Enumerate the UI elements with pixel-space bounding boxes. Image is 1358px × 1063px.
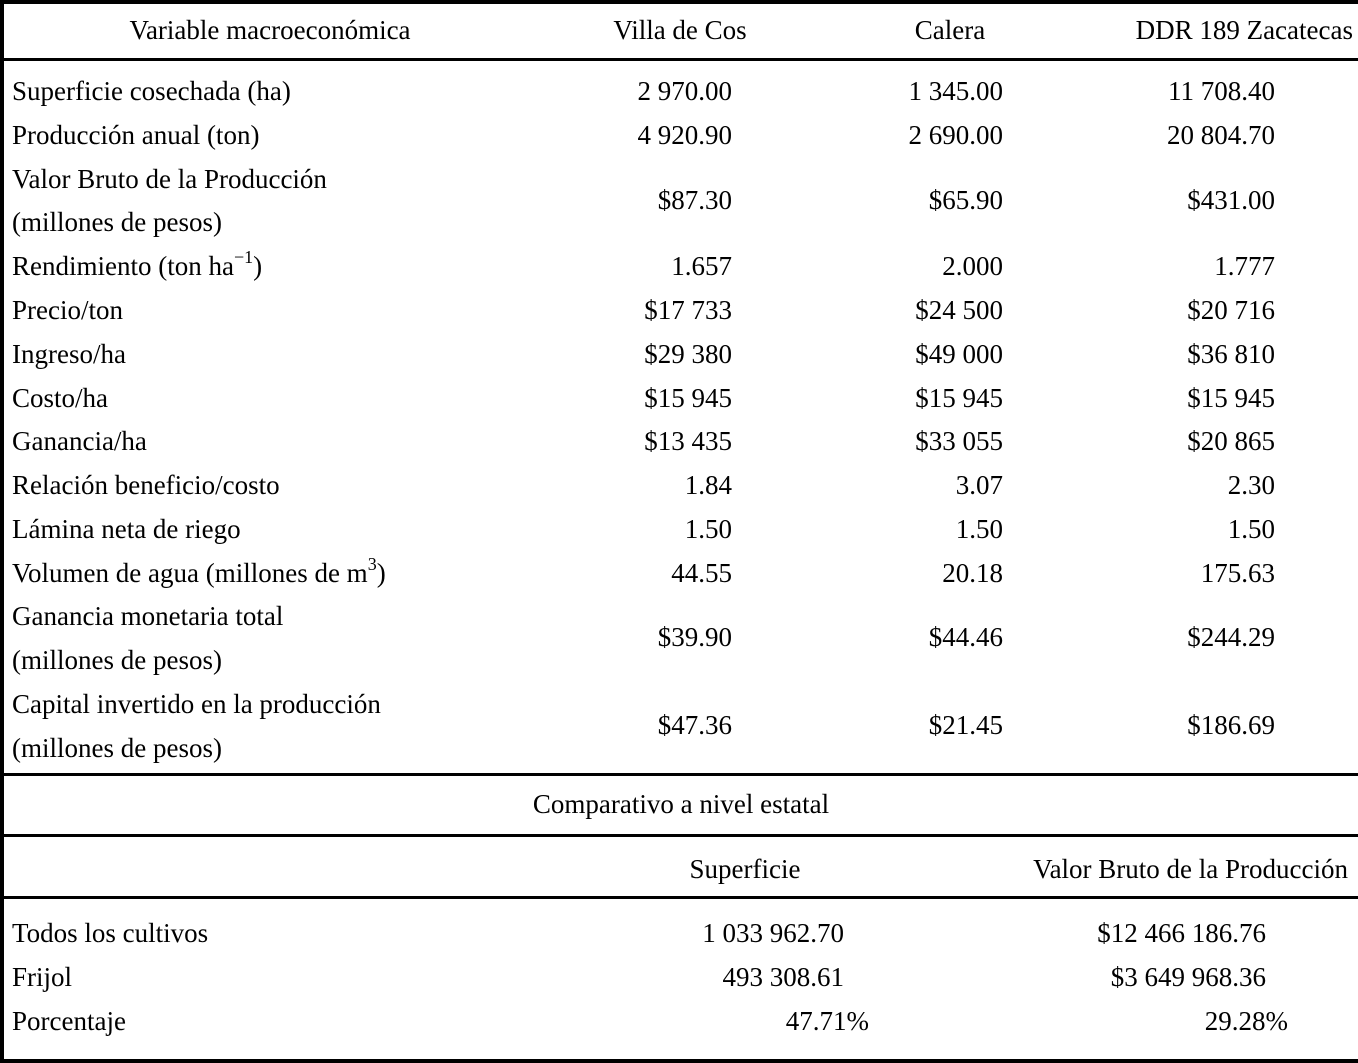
cell-villa: $17 733 xyxy=(644,295,732,325)
header-superficie: Superficie xyxy=(689,854,801,884)
cell-villa: 2 970.00 xyxy=(637,76,732,106)
state-header-rule xyxy=(4,896,1358,899)
header-rule xyxy=(4,58,1358,61)
cell-calera: $44.46 xyxy=(928,622,1003,652)
row-label: Superficie cosechada (ha) xyxy=(12,76,291,106)
cell-villa: 1.657 xyxy=(671,251,732,281)
state-title-rule xyxy=(4,834,1358,837)
header-calera: Calera xyxy=(914,15,986,45)
cell-ddr: 1.50 xyxy=(1227,514,1275,544)
cell-villa: 44.55 xyxy=(671,558,732,588)
cell-ddr: $20 716 xyxy=(1187,295,1275,325)
row-label-text: Volumen de agua (millones de m xyxy=(12,558,368,588)
row-label: Valor Bruto de la Producción xyxy=(12,164,327,194)
cell-valor-bruto: $3 649 968.36 xyxy=(1110,962,1266,992)
section-rule xyxy=(4,773,1358,776)
cell-villa: $47.36 xyxy=(657,710,732,740)
cell-villa: 1.84 xyxy=(684,470,732,500)
cell-calera: 1.50 xyxy=(955,514,1003,544)
cell-ddr: 11 708.40 xyxy=(1168,76,1275,106)
cell-villa: $15 945 xyxy=(644,383,732,413)
row-label: Lámina neta de riego xyxy=(12,514,241,544)
row-label: Relación beneficio/costo xyxy=(12,470,280,500)
row-label: Capital invertido en la producción xyxy=(12,689,381,719)
cell-ddr: 175.63 xyxy=(1200,558,1275,588)
cell-valor-bruto: $12 466 186.76 xyxy=(1097,918,1266,948)
row-label xyxy=(12,247,263,281)
row-label-line2: (millones de pesos) xyxy=(12,645,222,675)
superscript: 3 xyxy=(367,554,377,574)
header-ddr-zacatecas: DDR 189 Zacatecas xyxy=(1135,15,1353,45)
cell-villa: $29 380 xyxy=(644,339,732,369)
row-label: Ganancia monetaria total xyxy=(12,601,284,631)
cell-calera: $21.45 xyxy=(928,710,1003,740)
row-label: Ganancia/ha xyxy=(12,426,147,456)
row-label-line2: (millones de pesos) xyxy=(12,733,222,763)
row-label: Costo/ha xyxy=(12,383,109,413)
row-label-text: Rendimiento (ton ha xyxy=(12,251,234,281)
row-label-tail: ) xyxy=(376,558,386,588)
header-valor-bruto: Valor Bruto de la Producción xyxy=(1033,854,1348,884)
cell-villa: $87.30 xyxy=(657,185,732,215)
state-row-label: Frijol xyxy=(12,962,73,992)
cell-ddr: 2.30 xyxy=(1227,470,1275,500)
row-label: Precio/ton xyxy=(12,295,123,325)
cell-calera: $49 000 xyxy=(915,339,1003,369)
cell-calera: 1 345.00 xyxy=(908,76,1003,106)
cell-ddr: $36 810 xyxy=(1187,339,1275,369)
row-label: Ingreso/ha xyxy=(12,339,126,369)
cell-valor-bruto: 29.28% xyxy=(1204,1006,1288,1036)
cell-ddr: $15 945 xyxy=(1187,383,1275,413)
cell-calera: $33 055 xyxy=(915,426,1003,456)
cell-ddr: $186.69 xyxy=(1187,710,1275,740)
row-label: Producción anual (ton) xyxy=(12,120,260,150)
cell-superficie: 1 033 962.70 xyxy=(702,918,844,948)
cell-superficie: 47.71% xyxy=(785,1006,869,1036)
header-villa-de-cos: Villa de Cos xyxy=(613,15,747,45)
cell-villa: 4 920.90 xyxy=(637,120,732,150)
cell-villa: $13 435 xyxy=(644,426,732,456)
cell-calera: 20.18 xyxy=(942,558,1003,588)
header-variable: Variable macroeconómica xyxy=(129,15,411,45)
cell-calera: 2.000 xyxy=(942,251,1003,281)
cell-villa: $39.90 xyxy=(657,622,732,652)
row-label-tail: ) xyxy=(253,251,263,281)
cell-calera: $15 945 xyxy=(915,383,1003,413)
cell-superficie: 493 308.61 xyxy=(722,962,844,992)
state-row-label: Todos los cultivos xyxy=(12,918,209,948)
cell-ddr: 20 804.70 xyxy=(1167,120,1275,150)
superscript: −1 xyxy=(233,247,254,267)
state-row-label: Porcentaje xyxy=(12,1006,126,1036)
cell-villa: 1.50 xyxy=(684,514,732,544)
cell-ddr: $20 865 xyxy=(1187,426,1275,456)
cell-calera: 3.07 xyxy=(955,470,1003,500)
cell-calera: $24 500 xyxy=(915,295,1003,325)
cell-calera: 2 690.00 xyxy=(908,120,1003,150)
cell-ddr: $244.29 xyxy=(1187,622,1275,652)
state-comparison-title: Comparativo a nivel estatal xyxy=(532,789,830,819)
cell-calera: $65.90 xyxy=(928,185,1003,215)
cell-ddr: 1.777 xyxy=(1214,251,1275,281)
cell-ddr: $431.00 xyxy=(1187,185,1275,215)
row-label-line2: (millones de pesos) xyxy=(12,207,222,237)
row-label xyxy=(12,554,386,588)
